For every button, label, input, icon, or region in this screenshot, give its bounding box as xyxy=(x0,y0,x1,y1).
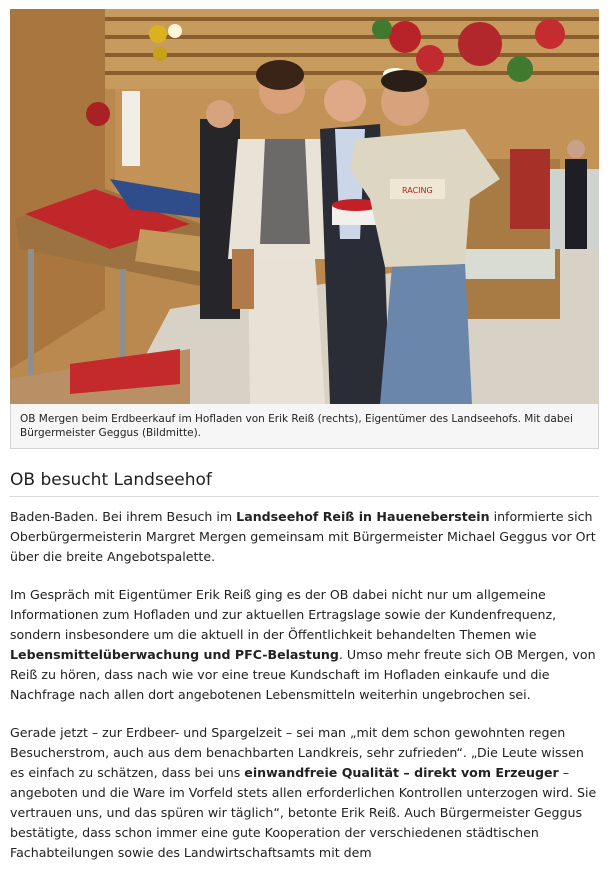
article-paragraph-2: Im Gespräch mit Eigentümer Erik Reiß ging es der OB dabei nicht nur um allgemeine Informationen zum Hofladen und zur aktuellen Ertragslage sowie der Kundenfrequenz, sondern insbesondere um die aktuell in der Öffentlichkeit behandelten Themen wie Lebensmittelüberwachung und PFC-Belastung. Umso mehr freute sich OB Mergen, von Reiß zu hören, dass nach wie vor eine treue Kundschaft im Hofladen einkaufe und die Nachfrage nach allen dort angebotenen Lebensmitteln weiterhin ungebrochen sei. xyxy=(10,587,596,702)
article-paragraph-1: Baden-Baden. Bei ihrem Besuch im Landseehof Reiß in Haueneberstein informierte sich Oberbürgermeisterin Margret Mergen gemeinsam mit Bürgermeister Michael Geggus vor Ort über die breite Angebotspalette. xyxy=(10,509,596,564)
article-headline: OB besucht Landseehof xyxy=(10,470,212,490)
article-photo xyxy=(10,9,599,404)
headline-divider xyxy=(10,496,599,497)
article-paragraph-3: Gerade jetzt – zur Erdbeer- und Spargelzeit – sei man „mit dem schon gewohnten regen Besucherstrom, auch aus dem benachbarten Landkreis, sehr zufrieden“. „Die Leute wissen es einfach zu schätzen, dass bei uns einwandfreie Qualität – direkt vom Erzeuger – angeboten und die Ware im Vorfeld stets allen erforderlichen Kontrollen unterzogen wird. Sie vertrauen uns, und das spüren wir täglich“, betonte Erik Reiß. Auch Bürgermeister Geggus bestätigte, dass schon immer eine gute Kooperation der verschiedenen städtischen Fachabteilungen sowie des Landwirtschaftsamts mit dem xyxy=(10,725,597,860)
highlight-lebensmittel: Lebensmittelüberwachung und PFC-Belastung xyxy=(10,647,339,662)
highlight-qualitaet: einwandfreie Qualität – direkt vom Erzeuger xyxy=(244,765,559,780)
photo-caption: OB Mergen beim Erdbeerkauf im Hofladen von Erik Reiß (rechts), Eigentümer des Landseehofs. Mit dabei Bürgermeister Geggus (Bildmitte). xyxy=(10,404,599,449)
article-body xyxy=(10,507,602,881)
shirt-logo-text: RACING xyxy=(402,186,433,195)
highlight-landseehof: Landseehof Reiß in Haueneberstein xyxy=(236,509,490,524)
